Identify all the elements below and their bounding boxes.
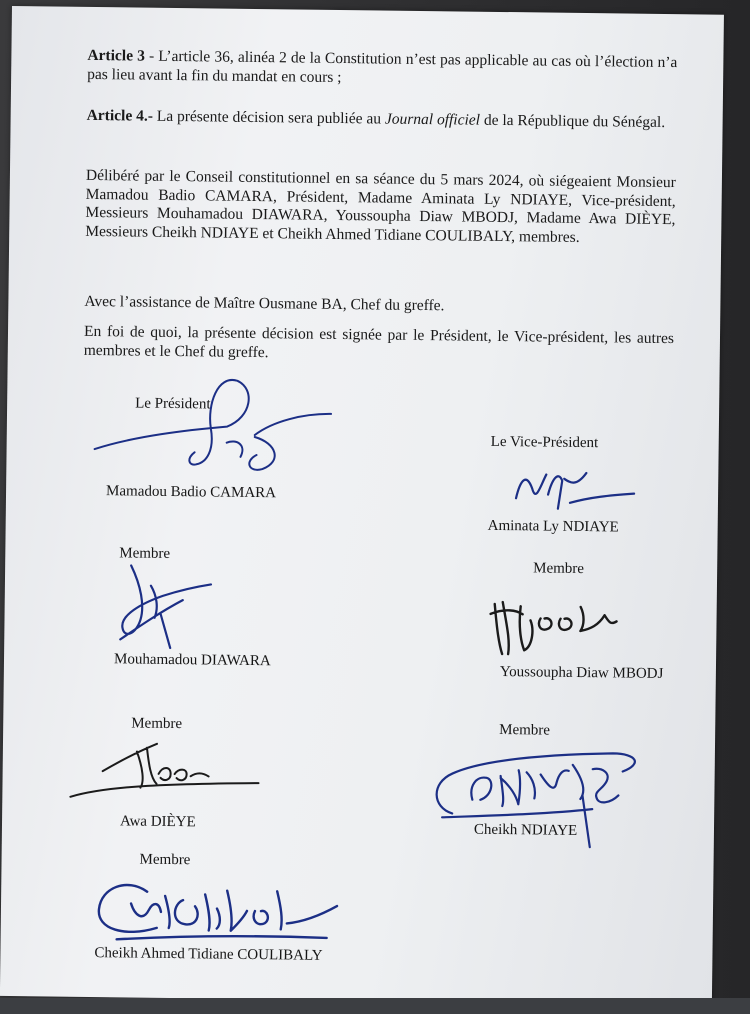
- member-1-signature: [100, 555, 231, 657]
- vice-president-name: Aminata Ly NDIAYE: [487, 517, 619, 536]
- article-3-text: - L’article 36, alinéa 2 de la Constitution n’est pas applicable au cas où l’élection n’a pas lieu avant la fin du mandat en cours ;: [87, 47, 678, 86]
- president-name: Mamadou Badio CAMARA: [105, 483, 277, 502]
- document-page: [0, 6, 724, 1005]
- member-4-name: Cheikh NDIAYE: [473, 821, 578, 839]
- vice-president-signature: [500, 458, 641, 520]
- member-2-signature: [480, 584, 641, 666]
- member-2-title: Membre: [533, 560, 585, 578]
- monitor-bottom-edge: [0, 998, 750, 1014]
- member-5-signature: [86, 869, 347, 952]
- member-5-title: Membre: [139, 851, 191, 869]
- article-3-label: Article 3: [87, 46, 146, 65]
- article-3-paragraph: [87, 47, 677, 91]
- article-4-label: Article 4.-: [86, 106, 154, 125]
- member-3-signature: [62, 731, 263, 803]
- journal-officiel-text: Journal officiel: [384, 110, 481, 129]
- member-1-title: Membre: [119, 545, 171, 562]
- article-4-paragraph: [87, 107, 677, 133]
- assistance-paragraph: Avec l’assistance de Maître Ousmane BA, Chef du greffe.: [84, 292, 445, 315]
- member-5-name: Cheikh Ahmed Tidiane COULIBALY: [94, 945, 323, 964]
- article-4-text-after: de la République du Sénégal.: [479, 111, 666, 131]
- president-signature: [76, 363, 337, 476]
- member-3-name: Awa DIÈYE: [119, 813, 196, 831]
- signature-statement-paragraph: En foi de quoi, la présente décision est signée par le Président, le Vice-président, les autres membres et le Chef du greffe.: [83, 322, 675, 361]
- member-4-title: Membre: [499, 722, 551, 739]
- member-2-name: Youssoupha Diaw MBODJ: [499, 664, 664, 683]
- member-1-name: Mouhamadou DIAWARA: [113, 651, 271, 670]
- deliberation-paragraph: Délibéré par le Conseil constitutionnel en sa séance du 5 mars 2024, où siégeaient Monsieur Mamadou Badio CAMARA, Président, Madame Aminata Ly NDIAYE, Vice-président, Messieurs Mouhamadou DIAWARA, Youssoupha Diaw MBODJ, Madame Awa DIÈYE, Messieurs Cheikh NDIAYE et Cheikh Ahmed Tidiane COULIBALY, membres.: [85, 166, 676, 246]
- vice-president-title: Le Vice-Président: [490, 433, 599, 452]
- member-3-title: Membre: [131, 715, 183, 733]
- president-title: Le Président: [135, 395, 211, 413]
- article-4-text-before: La présente décision sera publiée au: [152, 107, 386, 128]
